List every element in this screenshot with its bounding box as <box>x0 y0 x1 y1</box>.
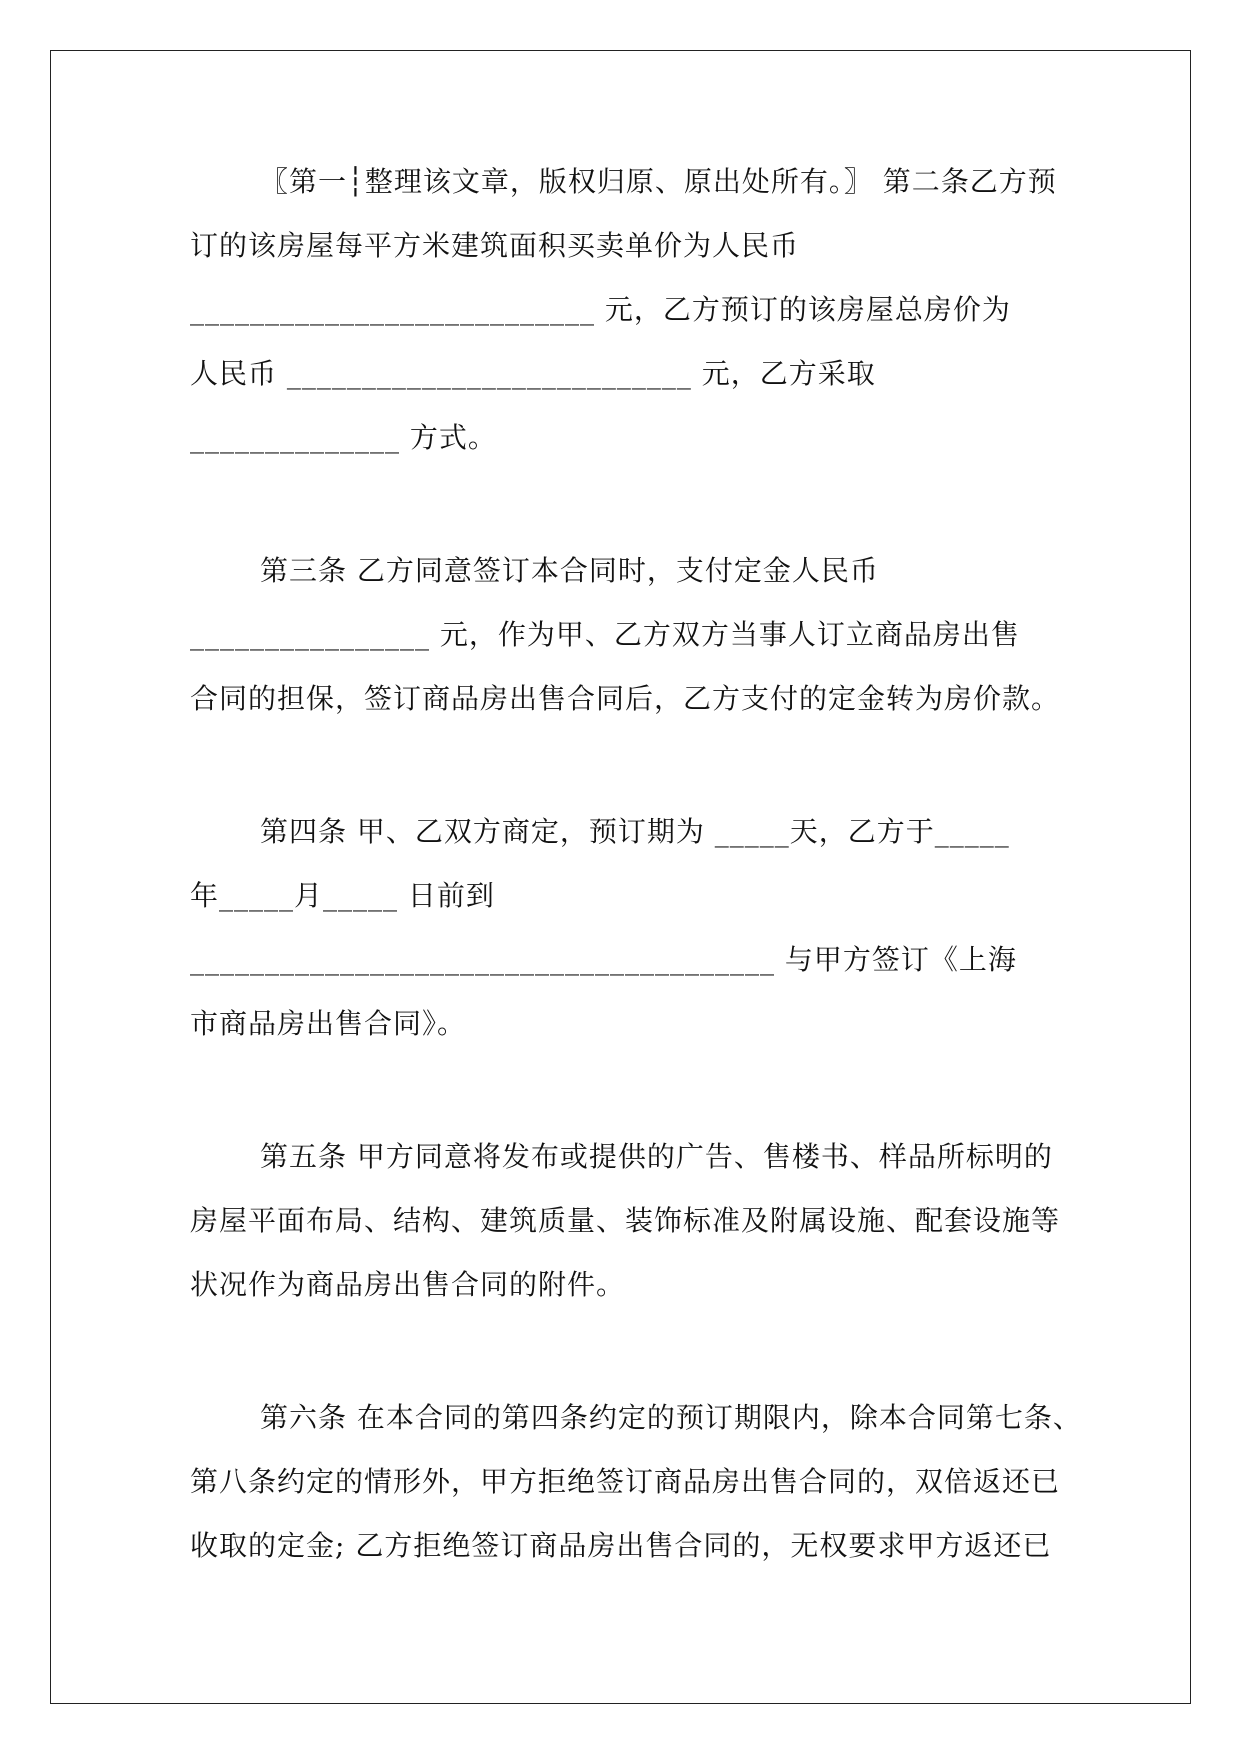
article-2-line-2: 订的该房屋每平方米建筑面积买卖单价为人民币 <box>190 229 800 262</box>
article-3-line-2: ________________ 元，作为甲、乙方双方当事人订立商品房出售 <box>190 618 1020 651</box>
article-5-line-2: 房屋平面布局、结构、建筑质量、装饰标准及附属设施、配套设施等 <box>190 1204 1061 1237</box>
article-6-line-3: 收取的定金; 乙方拒绝签订商品房出售合同的，无权要求甲方返还已 <box>190 1529 1052 1562</box>
article-3-line-3: 合同的担保，签订商品房出售合同后，乙方支付的定金转为房价款。 <box>190 682 1061 715</box>
article-2-line-5: ______________ 方式。 <box>190 421 497 454</box>
article-2-line-3: ___________________________ 元，乙方预订的该房屋总房价为 <box>190 293 1011 326</box>
article-2-line-1: 〖第一┆整理该文章，版权归原、原出处所有。〗 第二条乙方预 <box>260 165 1057 198</box>
article-4-line-2: 年_____月_____ 日前到 <box>190 879 495 912</box>
article-4-line-1: 第四条 甲、乙双方商定，预订期为 _____天，乙方于_____ <box>260 815 1010 848</box>
article-5-line-3: 状况作为商品房出售合同的附件。 <box>190 1268 626 1301</box>
article-5-line-1: 第五条 甲方同意将发布或提供的广告、售楼书、样品所标明的 <box>260 1140 1053 1173</box>
article-4-line-3: _______________________________________ 与甲方签订《上海 <box>190 943 1017 976</box>
article-3-line-1: 第三条 乙方同意签订本合同时，支付定金人民币 <box>260 554 879 587</box>
article-2-line-4: 人民币 ___________________________ 元，乙方采取 <box>190 357 876 390</box>
article-6-line-2: 第八条约定的情形外，甲方拒绝签订商品房出售合同的，双倍返还已 <box>190 1465 1061 1498</box>
article-4-line-4: 市商品房出售合同》。 <box>190 1007 467 1040</box>
article-6-line-1: 第六条 在本合同的第四条约定的预订期限内，除本合同第七条、 <box>260 1401 1082 1434</box>
